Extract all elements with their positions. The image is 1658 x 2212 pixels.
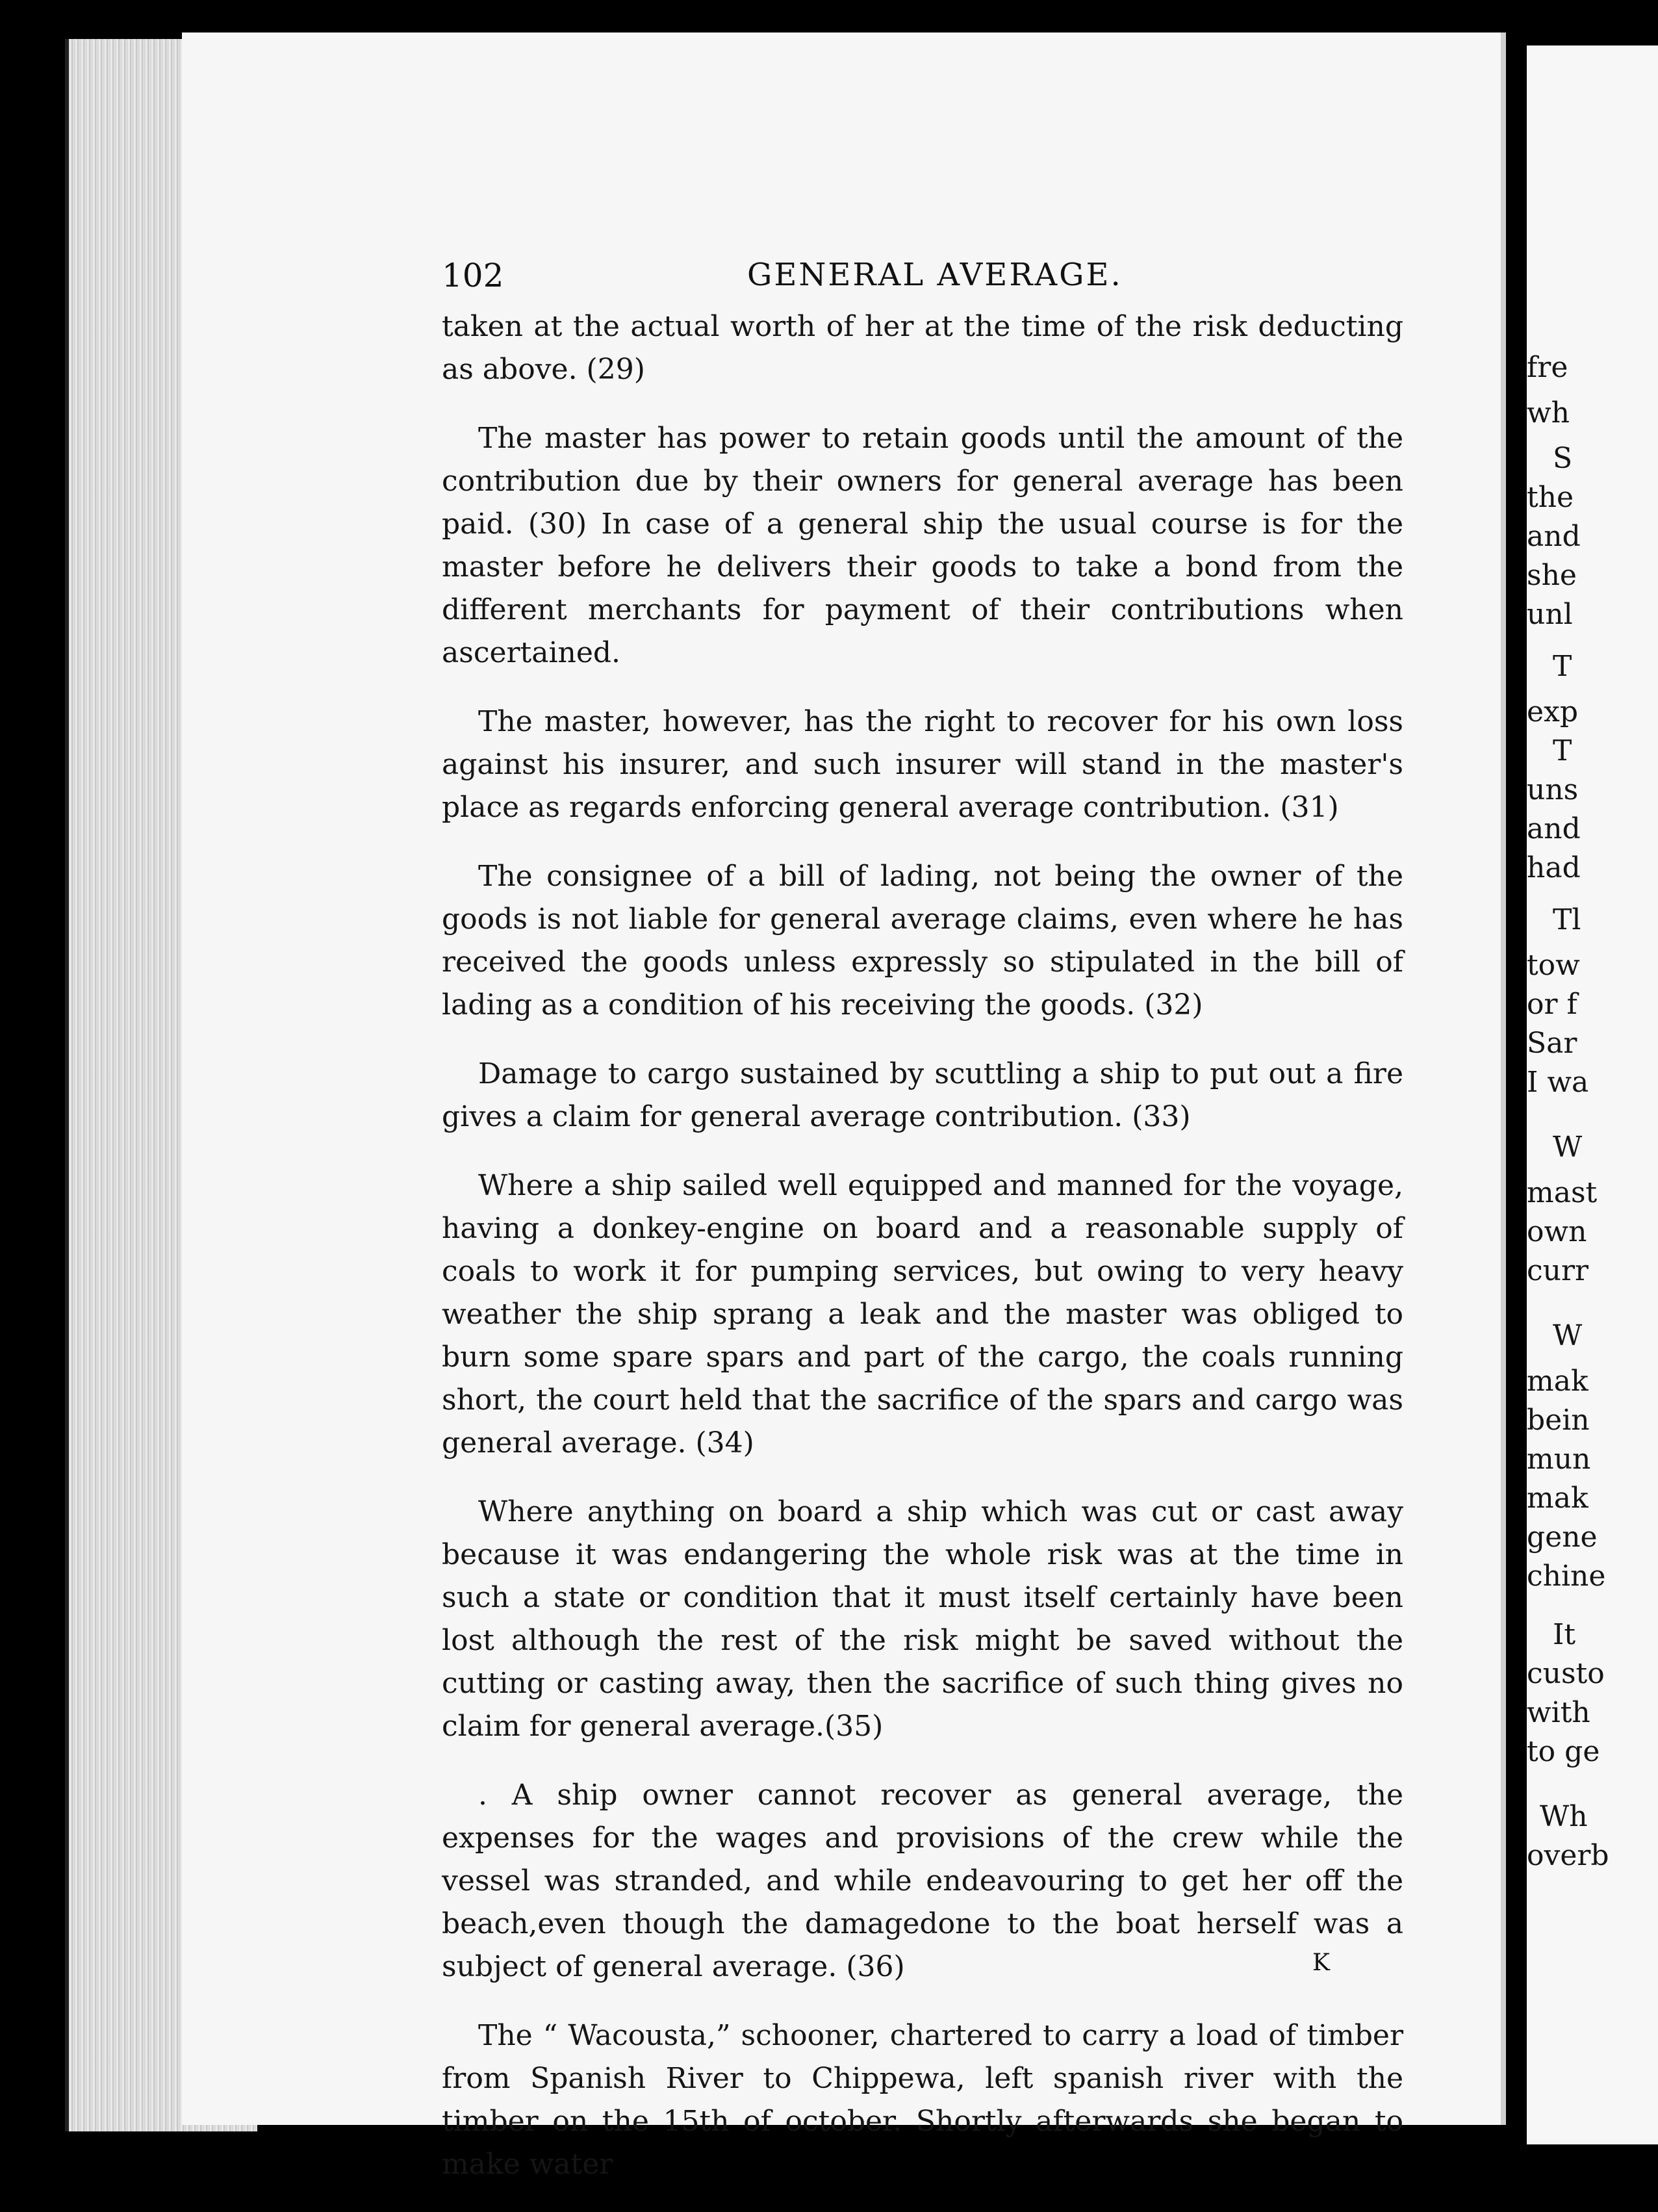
page-header [442, 257, 1273, 302]
running-head: GENERAL AVERAGE. [747, 257, 1123, 293]
facing-page-fragment: S [1553, 442, 1573, 475]
signature-mark: K [1312, 1949, 1330, 1976]
facing-page-fragment: had [1527, 851, 1581, 884]
facing-page-fragment: unl [1527, 598, 1573, 631]
facing-page-fragment: wh [1527, 396, 1570, 430]
facing-page-fragment: mun [1527, 1443, 1591, 1476]
facing-page-fragment: fre [1527, 351, 1568, 384]
paragraph: The “ Wacousta,” schooner, chartered to carry a load of timber from Spanish River to Chippewa, left spanish river with the timber on the 15th of october. Shortly afterwards she began to make water [442, 2019, 1403, 2181]
facing-page-fragment: mak [1527, 1482, 1588, 1515]
paragraph: Where a ship sailed well equipped and manned for the voyage, having a donkey-engine on board and a reasonable supply of coals to work it for pumping services, but owing to very heavy weather the ship sprang a leak and the master was obliged to burn some spare spars and part of the cargo, the coals running short, the court held that the sacrifice of the spars and cargo was general average. (34) [442, 1169, 1403, 1460]
page-body [442, 305, 1403, 2212]
facing-page-fragment: bein [1527, 1404, 1590, 1437]
paragraph: Damage to cargo sustained by scuttling a ship to put out a fire gives a claim for general average contribution. (33) [442, 1057, 1403, 1133]
facing-page-fragment: Tl [1553, 903, 1581, 936]
facing-page-fragment: mast [1527, 1176, 1598, 1209]
page-number: 102 [442, 257, 504, 294]
paragraph: Where anything on board a ship which was cut or cast away because it was endangering the whole risk was at the time in such a state or condition that it must itself certainly have been lost although the rest of the risk might be saved without the cutting or casting away, then the sacrifice of such thing gives no claim for general average.(35) [442, 1495, 1403, 1743]
facing-page-fragment: or f [1527, 988, 1577, 1021]
facing-page-fragment: gene [1527, 1521, 1598, 1554]
paragraph: The master has power to retain goods until the amount of the contribution due by their owners for general average has been paid. (30) In case of a general ship the usual course is for the master before he delivers their goods to take a bond from the different merchants for payment of their contributions when ascertained. [442, 422, 1403, 669]
facing-page-fragment: she [1527, 559, 1577, 592]
facing-page-fragment: T [1553, 734, 1572, 767]
facing-page-fragment: chine [1527, 1560, 1606, 1593]
facing-page-fragment: and [1527, 520, 1581, 553]
facing-page-fragment: exp [1527, 695, 1579, 728]
facing-page-fragment: tow [1527, 949, 1580, 982]
facing-page-fragment: custo [1527, 1657, 1605, 1690]
facing-page-fragment: uns [1527, 773, 1579, 806]
facing-page-fragment: with [1527, 1696, 1590, 1729]
paragraph: The consignee of a bill of lading, not being the owner of the goods is not liable for general average claims, even where he has received the goods unless expressly so stipulated in the bill of lading as a condition of his receiving the goods. (32) [442, 860, 1403, 1022]
facing-page-fragment: It [1553, 1618, 1576, 1651]
facing-page [1527, 45, 1658, 2144]
facing-page-fragment: own [1527, 1215, 1587, 1248]
facing-page-fragment: mak [1527, 1365, 1588, 1398]
facing-page-fragment: T [1553, 650, 1572, 683]
facing-page-fragment: and [1527, 812, 1581, 845]
facing-page-fragment: Sar [1527, 1027, 1577, 1060]
facing-page-fragment: to ge [1527, 1735, 1600, 1768]
facing-page-fragment: overb [1527, 1839, 1609, 1872]
facing-page-fragment: W [1553, 1319, 1583, 1352]
facing-page-fragment: Wh [1540, 1800, 1588, 1833]
paragraph: The master, however, has the right to recover for his own loss against his insurer, and such insurer will stand in the master's place as regards enforcing general average contribution. (31) [442, 705, 1403, 824]
paragraph: taken at the actual worth of her at the time of the risk deducting as above. (29) [442, 310, 1403, 386]
paragraph: . A ship owner cannot recover as general average, the expenses for the wages and provisions of the crew while the vessel was stranded, and while endeavouring to get her off the beach,even though the damagedone to the boat herself was a subject of general average. (36) [442, 1779, 1403, 1983]
facing-page-fragment: the [1527, 481, 1574, 514]
facing-page-fragment: I wa [1527, 1066, 1589, 1099]
facing-page-fragment: W [1553, 1131, 1583, 1164]
facing-page-fragment: curr [1527, 1254, 1589, 1287]
